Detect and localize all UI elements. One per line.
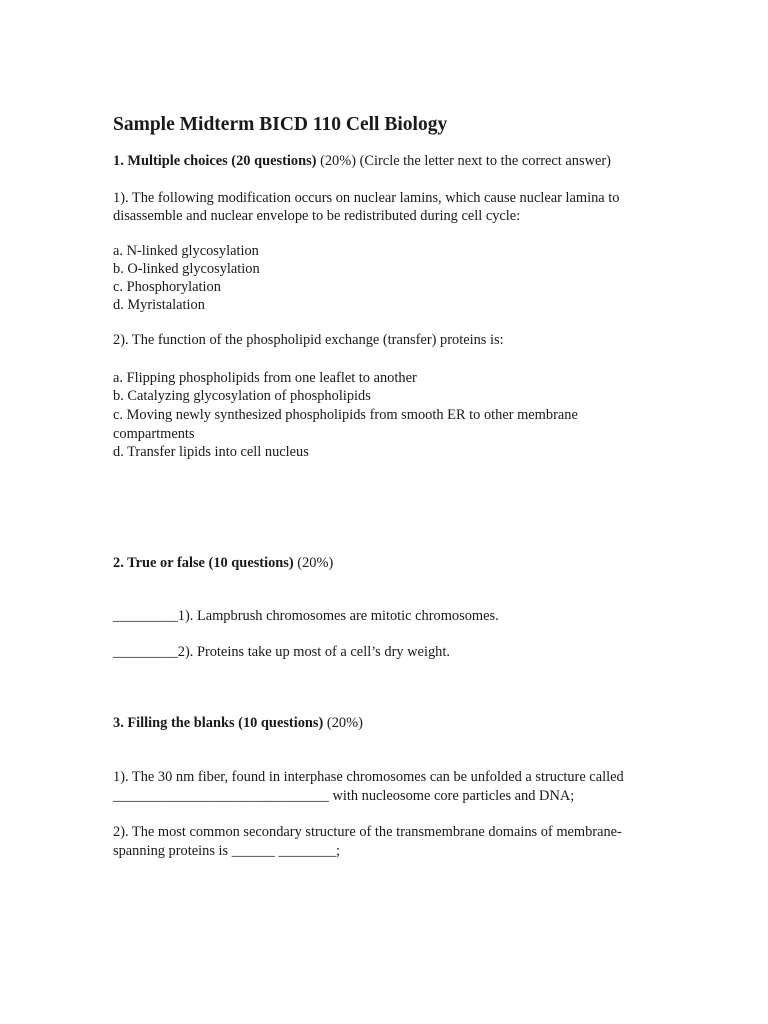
fill-blank-1-line-2: ______________________________ with nucleosome core particles and DNA; (113, 788, 575, 804)
question-1-text-line-2: disassemble and nuclear envelope to be redistributed during cell cycle: (113, 208, 521, 224)
question-1-option-b: b. O-linked glycosylation (113, 261, 260, 277)
true-false-item-2: _________2). Proteins take up most of a cell’s dry weight. (113, 644, 450, 660)
question-1-text-line-1: 1). The following modification occurs on nuclear lamins, which cause nuclear lamina to (113, 190, 620, 206)
question-1-option-a: a. N-linked glycosylation (113, 243, 259, 259)
section-3-heading-bold: 3. Filling the blanks (10 questions) (113, 715, 324, 731)
document-title: Sample Midterm BICD 110 Cell Biology (113, 114, 448, 135)
fill-blank-1-line-1: 1). The 30 nm fiber, found in interphase chromosomes can be unfolded a structure called (113, 769, 624, 785)
section-3-heading-rest: (20%) (323, 715, 363, 731)
section-3-heading (113, 714, 363, 732)
section-1-heading-bold: 1. Multiple choices (20 questions) (113, 153, 317, 169)
section-2-heading-rest: (20%) (293, 555, 334, 571)
section-2-heading (113, 554, 333, 572)
question-1-option-d: d. Myristalation (113, 297, 205, 313)
question-2-option-c-continued: compartments (113, 426, 195, 442)
question-2-text: 2). The function of the phospholipid exchange (transfer) proteins is: (113, 332, 504, 348)
fill-blank-2-line-2: spanning proteins is ______ ________; (113, 843, 341, 859)
section-2-heading-bold: 2. True or false (10 questions) (113, 555, 294, 571)
section-1-heading (113, 152, 611, 170)
question-2-option-d: d. Transfer lipids into cell nucleus (113, 444, 309, 460)
question-2-option-b: b. Catalyzing glycosylation of phospholipids (113, 388, 371, 404)
question-2-option-c: c. Moving newly synthesized phospholipids from smooth ER to other membrane (113, 407, 578, 423)
question-2-option-a: a. Flipping phospholipids from one leaflet to another (113, 370, 417, 386)
question-1-option-c: c. Phosphorylation (113, 279, 221, 295)
true-false-item-1: _________1). Lampbrush chromosomes are mitotic chromosomes. (113, 608, 499, 624)
section-1-heading-rest: (20%) (Circle the letter next to the correct answer) (316, 153, 611, 169)
fill-blank-2-line-1: 2). The most common secondary structure of the transmembrane domains of membrane- (113, 824, 622, 840)
